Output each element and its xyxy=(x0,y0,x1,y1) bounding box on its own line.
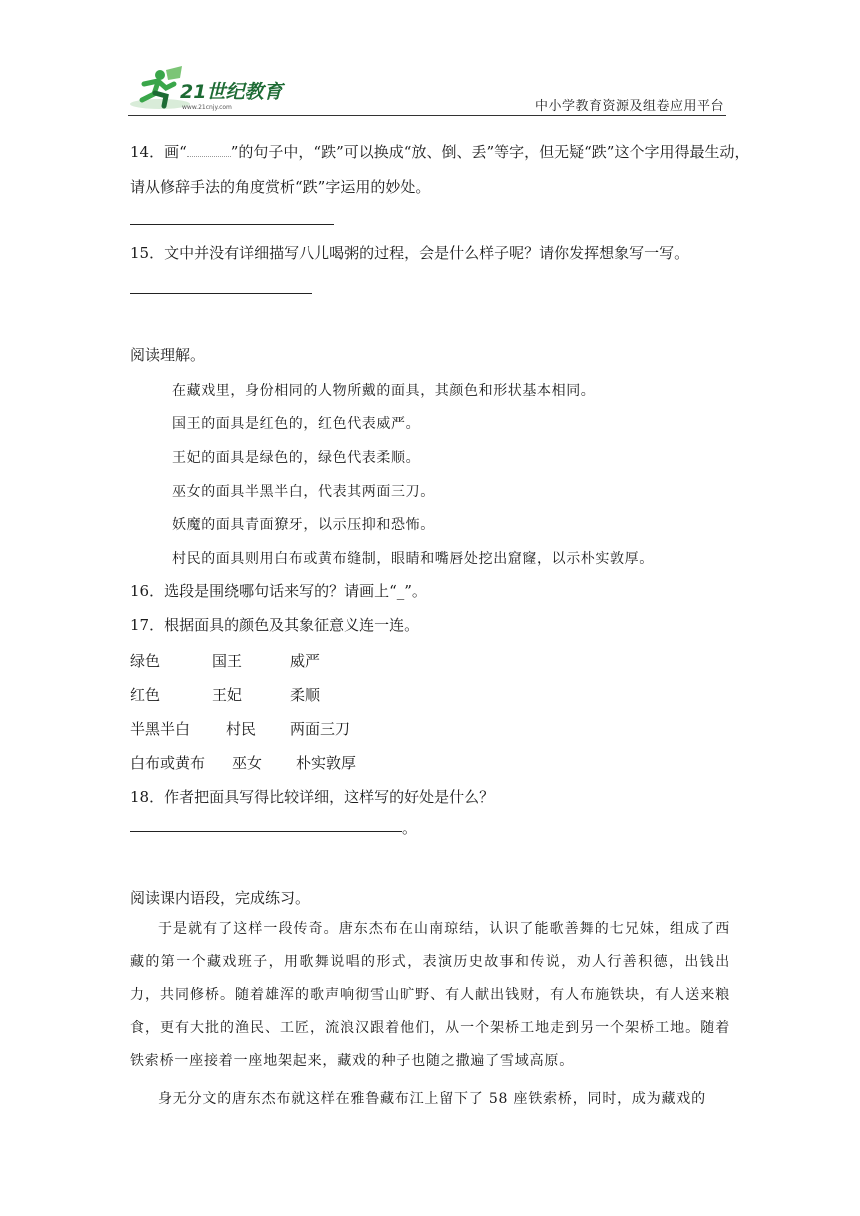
answer-line-15 xyxy=(130,293,312,294)
match-role: 巫女 xyxy=(232,754,263,772)
match-meaning: 朴实敦厚 xyxy=(296,754,357,772)
passage-paragraph: 身无分文的唐东杰布就这样在雅鲁藏布江上留下了 58 座铁索桥，同时，成为藏戏的 xyxy=(158,1091,706,1107)
passage-paragraph: 国王的面具是红色的，红色代表威严。 xyxy=(172,416,421,432)
header-divider xyxy=(128,115,726,116)
passage-paragraph: 妖魔的面具青面獠牙，以示压抑和恐怖。 xyxy=(172,517,435,533)
logo-url: www.21cnjy.com xyxy=(182,104,232,111)
match-role: 国王 xyxy=(212,652,243,670)
dotted-blank xyxy=(187,142,231,157)
question-16: 16．选段是围绕哪句话来写的？请画上“_”。 xyxy=(130,582,427,600)
section-title-reading: 阅读理解。 xyxy=(130,346,206,364)
match-role: 村民 xyxy=(226,720,257,738)
match-color: 白布或黄布 xyxy=(130,754,206,772)
section-title-inclass: 阅读课内语段，完成练习。 xyxy=(130,889,311,907)
passage-paragraph: 巫女的面具半黑半白，代表其两面三刀。 xyxy=(172,484,435,500)
question-18: 18．作者把面具写得比较详细，这样写的好处是什么？ xyxy=(130,788,495,806)
answer-line-18 xyxy=(130,831,402,832)
question-14-line1: 14．画“ ”的句子中，“跌”可以换成“放、倒、丢”等字，但无疑“跌”这个字用得最生动， xyxy=(130,143,750,161)
question-14-line2: 请从修辞手法的角度赏析“跌”字运用的妙处。 xyxy=(130,178,431,196)
passage-paragraph: 王妃的面具是绿色的，绿色代表柔顺。 xyxy=(172,450,421,466)
match-color: 红色 xyxy=(130,686,161,704)
site-logo xyxy=(122,64,292,114)
match-meaning: 威严 xyxy=(290,652,321,670)
passage-paragraph: 于是就有了这样一段传奇。唐东杰布在山南琼结，认识了能歌善舞的七兄妹，组成了西藏的第一个藏戏班子，用歌舞说唱的形式，表演历史故事和传说，劝人行善积德，出钱出力，共同修桥。随着雄浑的歌声响彻雪山旷野、有人献出钱财，有人布施铁块，有人送来粮食，更有大批的渔民、工匠，流浪汉跟着他们，从一个架桥工地走到另一个架桥工地。随着铁索桥一座接着一座地架起来，藏戏的种子也随之撒遍了雪域高原。 xyxy=(130,921,730,1069)
platform-title: 中小学教育资源及组卷应用平台 xyxy=(534,99,724,114)
match-role: 王妃 xyxy=(212,686,243,704)
match-color: 绿色 xyxy=(130,652,161,670)
runner-logo-icon xyxy=(122,64,292,114)
logo-text: 21世纪教育 xyxy=(180,81,283,103)
match-meaning: 两面三刀 xyxy=(290,720,351,738)
question-15: 15．文中并没有详细描写八儿喝粥的过程，会是什么样子呢？请你发挥想象写一写。 xyxy=(130,244,690,262)
passage-paragraph: 村民的面具则用白布或黄布缝制，眼睛和嘴唇处挖出窟窿，以示朴实敦厚。 xyxy=(172,551,654,567)
passage-paragraph: 在藏戏里，身份相同的人物所戴的面具，其颜色和形状基本相同。 xyxy=(172,383,596,399)
answer-end-punctuation: 。 xyxy=(402,819,418,837)
answer-line-14 xyxy=(130,224,334,225)
match-meaning: 柔顺 xyxy=(290,686,321,704)
match-color: 半黑半白 xyxy=(130,720,191,738)
question-17: 17．根据面具的颜色及其象征意义连一连。 xyxy=(130,616,420,634)
